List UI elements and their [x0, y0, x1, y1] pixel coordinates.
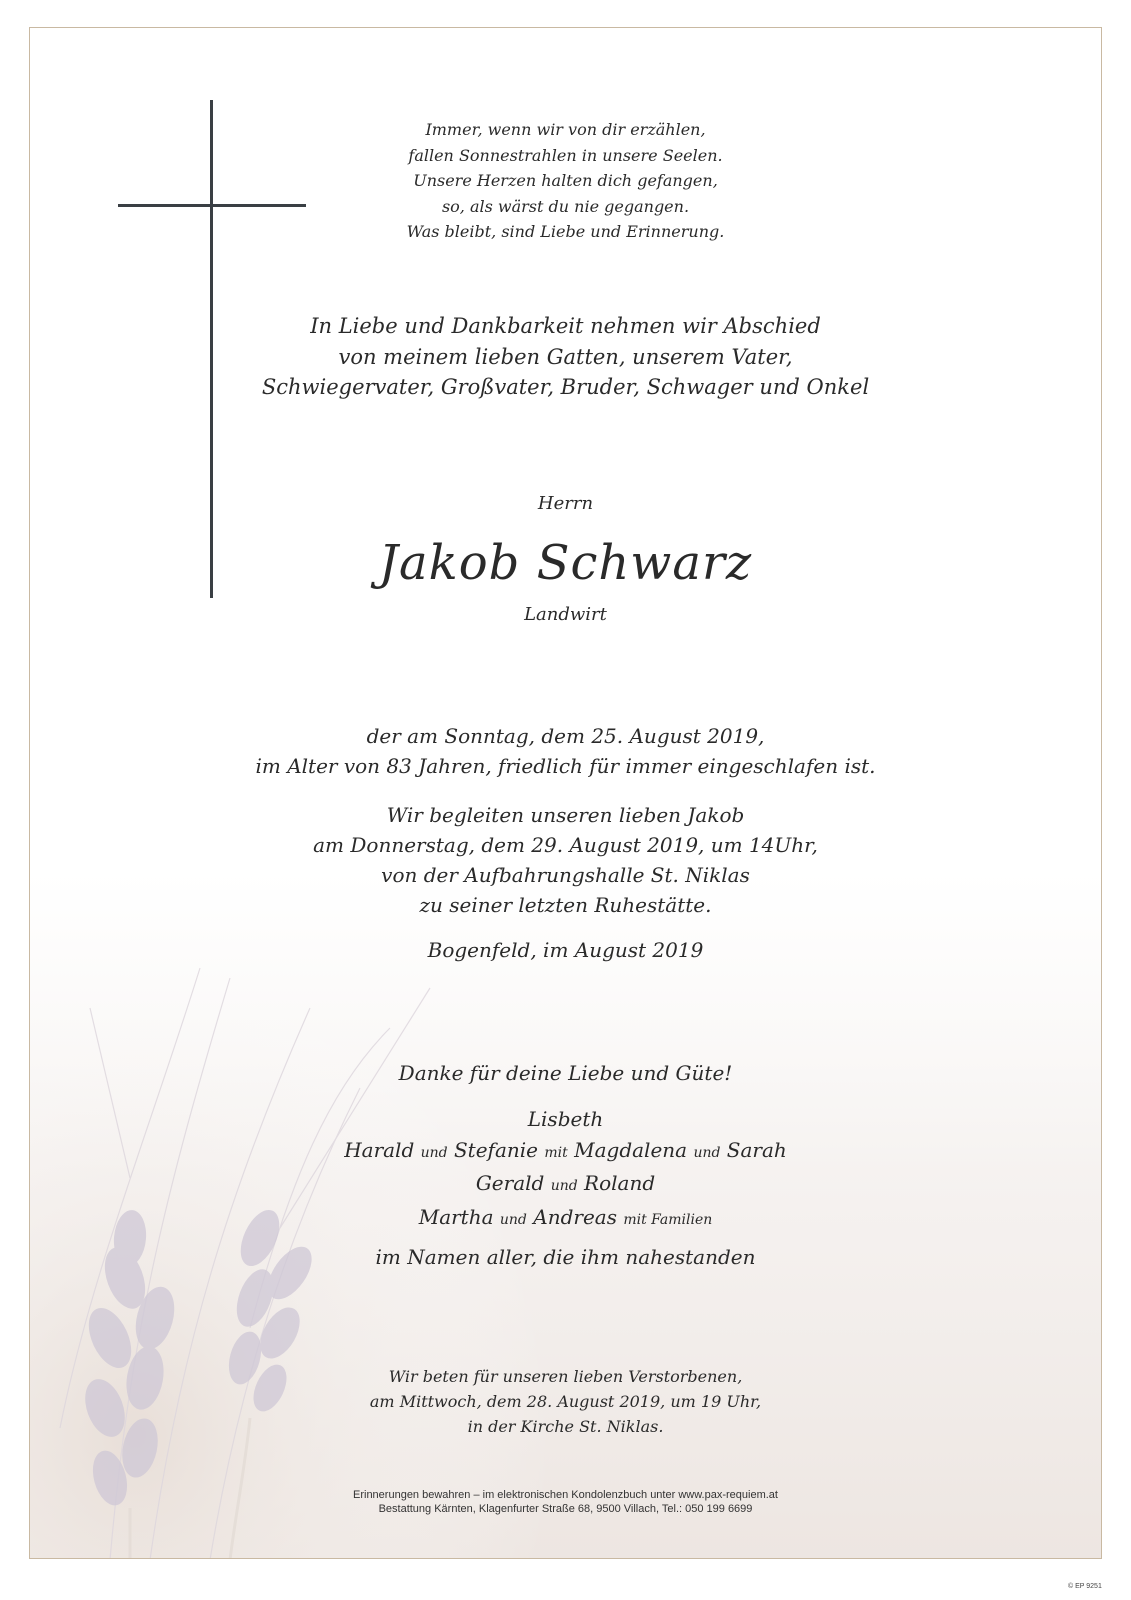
death-line: der am Sonntag, dem 25. August 2019,: [366, 724, 765, 748]
relatives-line: im Namen aller, die ihm nahestanden: [375, 1245, 756, 1269]
prayer-notice: [0, 1364, 1131, 1439]
footer-condolence-line: Erinnerungen bewahren – im elektronischen Kondolenzbuch unter www.pax-requiem.at: [353, 1489, 778, 1501]
connector: mit Familien: [623, 1211, 713, 1228]
intro-line: In Liebe und Dankbarkeit nehmen wir Abschied: [310, 314, 821, 338]
family-member: Gerald: [475, 1171, 545, 1195]
intro-line: Schwiegervater, Großvater, Bruder, Schwager und Onkel: [261, 375, 870, 399]
family-member: Harald: [344, 1137, 415, 1162]
card-frame: [29, 27, 1102, 1559]
verse-line: Was bleibt, sind Liebe und Erinnerung.: [406, 222, 725, 241]
intro-line: von meinem lieben Gatten, unserem Vater,: [338, 344, 793, 369]
prayer-line: Wir beten für unseren lieben Verstorbenen,: [388, 1367, 743, 1386]
family-line: [0, 1202, 1131, 1236]
verse-line: Unsere Herzen halten dich gefangen,: [413, 171, 718, 190]
family-member: Sarah: [726, 1137, 787, 1162]
family-member: Lisbeth: [527, 1107, 604, 1131]
funeral-line: zu seiner letzten Ruhestätte.: [419, 893, 712, 917]
funeral-line: am Donnerstag, dem 29. August 2019, um 14Uhr,: [313, 833, 818, 857]
family-list: [0, 1104, 1131, 1235]
connector: und: [499, 1211, 527, 1228]
family-member: Roland: [584, 1171, 656, 1195]
verse-line: Immer, wenn wir von dir erzählen,: [425, 120, 706, 139]
footer-address-line: Bestattung Kärnten, Klagenfurter Straße 68, 9500 Villach, Tel.: 050 199 6699: [378, 1503, 753, 1515]
death-notice: [0, 721, 1131, 781]
death-line: im Alter von 83 Jahren, friedlich für immer eingeschlafen ist.: [255, 754, 876, 778]
deceased-name: Jakob Schwarz: [378, 535, 753, 591]
connector: und: [420, 1144, 448, 1161]
farewell-intro: [0, 311, 1131, 403]
verse-line: so, als wärst du nie gegangen.: [441, 196, 690, 216]
connector: mit: [544, 1144, 568, 1161]
wheat-illustration: [30, 28, 1102, 1559]
verse-line: fallen Sonnestrahlen in unsere Seelen.: [408, 145, 723, 165]
connector: und: [693, 1144, 721, 1161]
family-member: Martha: [418, 1204, 494, 1229]
prayer-line: am Mittwoch, dem 28. August 2019, um 19 Uhr,: [369, 1392, 762, 1411]
occupation: Landwirt: [524, 604, 607, 625]
footer: [0, 1488, 1131, 1516]
salutation: Herrn: [537, 493, 594, 514]
memorial-verse: [0, 117, 1131, 245]
funeral-details: [0, 800, 1131, 920]
connector: und: [550, 1178, 578, 1194]
place-date: Bogenfeld, im August 2019: [427, 938, 704, 962]
funeral-line: von der Aufbahrungshalle St. Niklas: [381, 863, 750, 887]
family-line: [0, 1168, 1131, 1202]
family-line: [0, 1104, 1131, 1135]
family-line: [0, 1135, 1131, 1169]
print-code: © EP 9251: [1068, 1583, 1102, 1590]
funeral-line: Wir begleiten unseren lieben Jakob: [386, 803, 745, 827]
family-member: Stefanie: [453, 1137, 538, 1162]
thanks-line: Danke für deine Liebe und Güte!: [398, 1061, 733, 1085]
family-member: Andreas: [533, 1204, 617, 1229]
family-member: Magdalena: [574, 1137, 688, 1162]
prayer-line: in der Kirche St. Niklas.: [467, 1417, 664, 1436]
